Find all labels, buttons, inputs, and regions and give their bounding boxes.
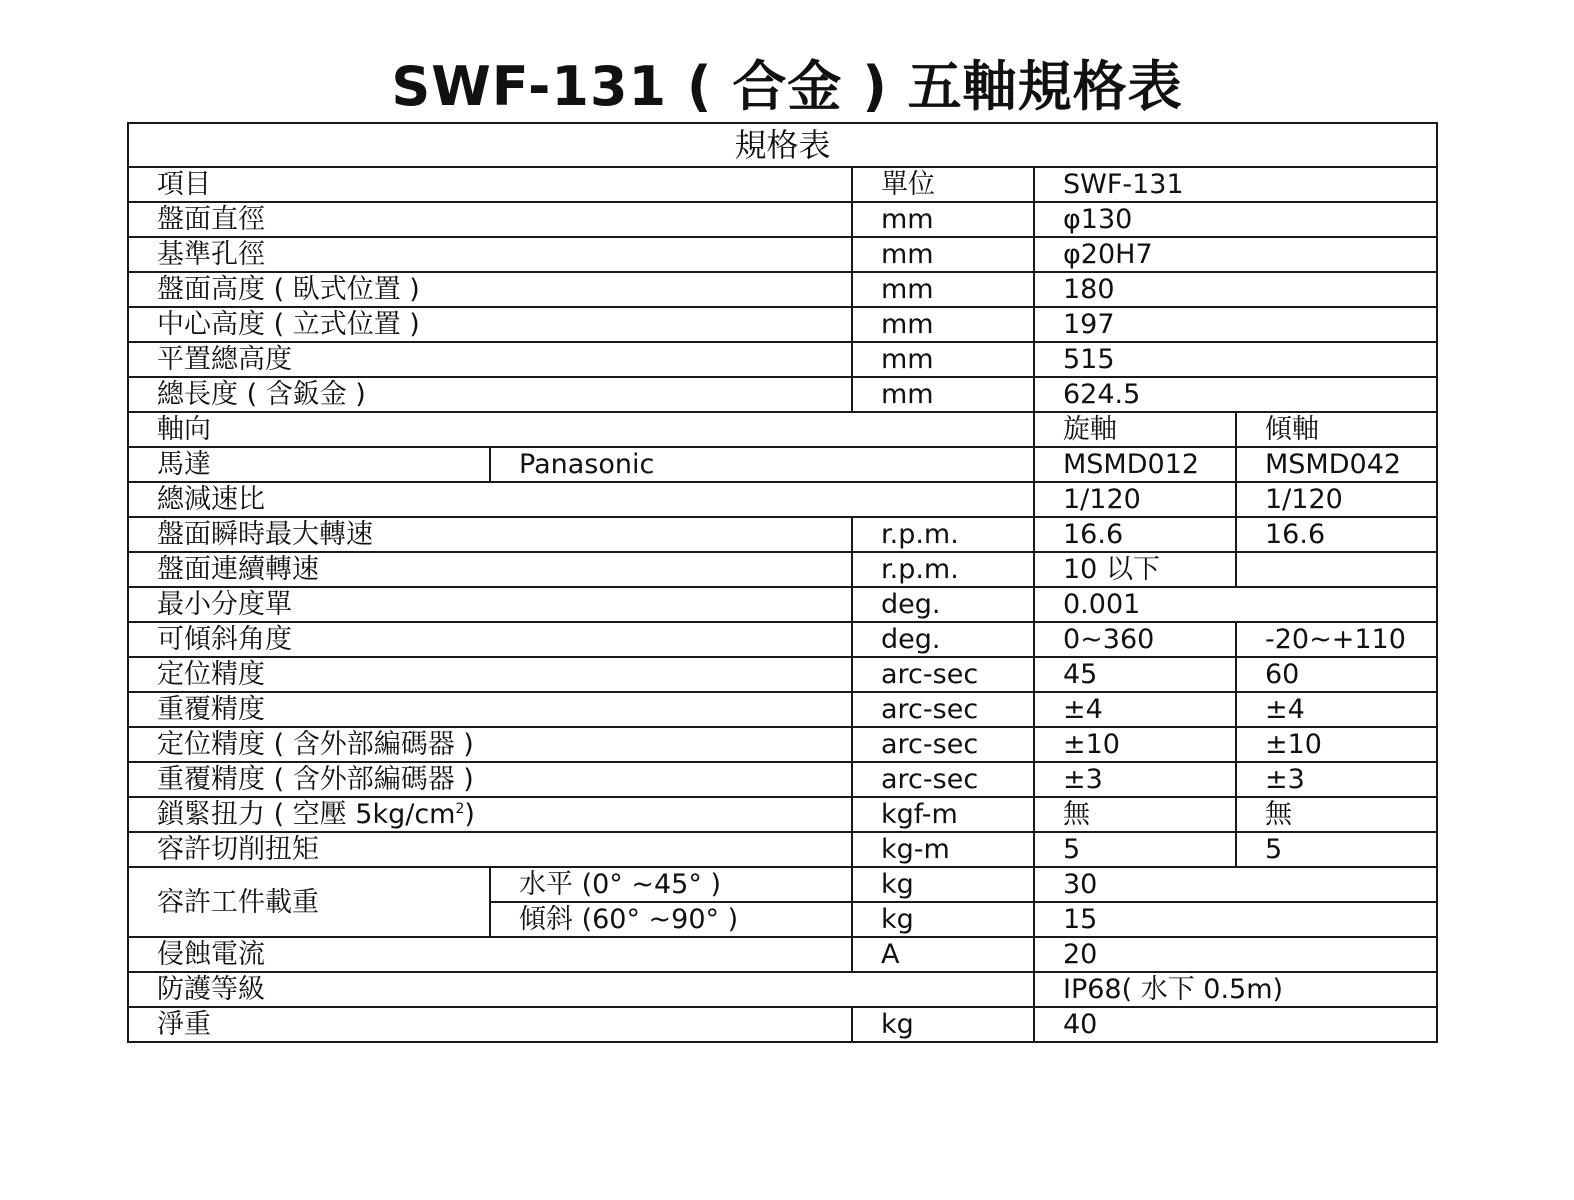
- weight-row: [128, 1007, 1437, 1042]
- row-unit: deg.: [852, 587, 1034, 622]
- table-row: [128, 202, 1437, 237]
- row-unit: mm: [852, 237, 1034, 272]
- row-unit: kgf-m: [852, 797, 1034, 832]
- cont-speed-row: [128, 552, 1437, 587]
- row-value: 180: [1034, 272, 1437, 307]
- row-item: 淨重: [128, 1007, 852, 1042]
- row-item: 重覆精度: [128, 692, 852, 727]
- row-value: φ130: [1034, 202, 1437, 237]
- load-row-horizontal: [128, 867, 1437, 902]
- cont-speed-tilt: [1236, 552, 1437, 587]
- row-tilt: ±4: [1236, 692, 1437, 727]
- table-row: [128, 727, 1437, 762]
- row-value: 197: [1034, 307, 1437, 342]
- row-item: 容許工件載重: [128, 867, 490, 937]
- row-rotary: ±3: [1034, 762, 1236, 797]
- row-unit: arc-sec: [852, 657, 1034, 692]
- row-item: 平置總高度: [128, 342, 852, 377]
- motor-row: [128, 447, 1437, 482]
- clamp-item-text: 鎖緊扭力 ( 空壓 5kg/cm: [157, 799, 456, 830]
- clamp-row: [128, 797, 1437, 832]
- load-inclined-value: 15: [1034, 902, 1437, 937]
- motor-tilt: MSMD042: [1236, 447, 1437, 482]
- table-header-row: [128, 167, 1437, 202]
- row-unit: mm: [852, 202, 1034, 237]
- row-item: 馬達: [128, 447, 490, 482]
- row-item: 中心高度 ( 立式位置 ): [128, 307, 852, 342]
- row-unit: kg: [852, 1007, 1034, 1042]
- clamp-item-end: ): [464, 799, 475, 830]
- table-row: [128, 657, 1437, 692]
- axis-tilt: 傾軸: [1236, 412, 1437, 447]
- header-item: 項目: [128, 167, 852, 202]
- row-item: 軸向: [128, 412, 1034, 447]
- row-item: 可傾斜角度: [128, 622, 852, 657]
- row-unit: kg: [852, 902, 1034, 937]
- table-row: [128, 692, 1437, 727]
- min-index-row: [128, 587, 1437, 622]
- row-item: 基準孔徑: [128, 237, 852, 272]
- reduction-tilt: 1/120: [1236, 482, 1437, 517]
- reduction-row: [128, 482, 1437, 517]
- tilt-angle-rotary: 0~360: [1034, 622, 1236, 657]
- load-horizontal-label: 水平 (0° ~45° ): [490, 867, 852, 902]
- row-unit: mm: [852, 272, 1034, 307]
- row-unit: r.p.m.: [852, 517, 1034, 552]
- row-unit: kg: [852, 867, 1034, 902]
- spec-table: [127, 122, 1438, 1043]
- erosion-row: [128, 937, 1437, 972]
- motor-rotary: MSMD012: [1034, 447, 1236, 482]
- row-value: 40: [1034, 1007, 1437, 1042]
- row-tilt: ±10: [1236, 727, 1437, 762]
- motor-brand: Panasonic: [490, 447, 1034, 482]
- row-item: 盤面直徑: [128, 202, 852, 237]
- row-rotary: 45: [1034, 657, 1236, 692]
- row-unit: deg.: [852, 622, 1034, 657]
- row-unit: kg-m: [852, 832, 1034, 867]
- row-unit: arc-sec: [852, 762, 1034, 797]
- load-inclined-label: 傾斜 (60° ~90° ): [490, 902, 852, 937]
- row-unit: mm: [852, 342, 1034, 377]
- cut-torque-rotary: 5: [1034, 832, 1236, 867]
- table-row: [128, 272, 1437, 307]
- row-rotary: ±10: [1034, 727, 1236, 762]
- max-speed-tilt: 16.6: [1236, 517, 1437, 552]
- header-model: SWF-131: [1034, 167, 1437, 202]
- axis-row: [128, 412, 1437, 447]
- row-unit: arc-sec: [852, 727, 1034, 762]
- load-horizontal-value: 30: [1034, 867, 1437, 902]
- row-item: 定位精度 ( 含外部編碼器 ): [128, 727, 852, 762]
- row-unit: r.p.m.: [852, 552, 1034, 587]
- table-row: [128, 342, 1437, 377]
- row-unit: mm: [852, 377, 1034, 412]
- clamp-tilt: 無: [1236, 797, 1437, 832]
- row-unit: mm: [852, 307, 1034, 342]
- table-caption: 規格表: [128, 123, 1437, 167]
- row-item: 盤面瞬時最大轉速: [128, 517, 852, 552]
- clamp-superscript: 2: [455, 801, 465, 817]
- axis-rotary: 旋軸: [1034, 412, 1236, 447]
- max-speed-rotary: 16.6: [1034, 517, 1236, 552]
- row-unit: A: [852, 937, 1034, 972]
- clamp-rotary: 無: [1034, 797, 1236, 832]
- row-value: 20: [1034, 937, 1437, 972]
- table-caption-row: [128, 123, 1437, 167]
- row-item: 總減速比: [128, 482, 1034, 517]
- row-item: 定位精度: [128, 657, 852, 692]
- max-speed-row: [128, 517, 1437, 552]
- reduction-rotary: 1/120: [1034, 482, 1236, 517]
- cont-speed-rotary: 10 以下: [1034, 552, 1236, 587]
- table-row: [128, 307, 1437, 342]
- row-item: 重覆精度 ( 含外部編碼器 ): [128, 762, 852, 797]
- table-row: [128, 377, 1437, 412]
- row-item: 盤面連續轉速: [128, 552, 852, 587]
- row-tilt: 60: [1236, 657, 1437, 692]
- row-value: 624.5: [1034, 377, 1437, 412]
- table-row: [128, 237, 1437, 272]
- row-value: IP68( 水下 0.5m): [1034, 972, 1437, 1007]
- row-item: 容許切削扭矩: [128, 832, 852, 867]
- cut-torque-tilt: 5: [1236, 832, 1437, 867]
- row-item: 防護等級: [128, 972, 1034, 1007]
- page-title: SWF-131 ( 合金 ) 五軸規格表: [391, 55, 1183, 118]
- table-row: [128, 762, 1437, 797]
- row-value: 0.001: [1034, 587, 1437, 622]
- row-item: 侵蝕電流: [128, 937, 852, 972]
- row-item: [128, 797, 852, 832]
- tilt-angle-row: [128, 622, 1437, 657]
- row-tilt: ±3: [1236, 762, 1437, 797]
- cut-torque-row: [128, 832, 1437, 867]
- header-unit: 單位: [852, 167, 1034, 202]
- tilt-angle-tilt: -20~+110: [1236, 622, 1437, 657]
- row-value: 515: [1034, 342, 1437, 377]
- row-value: φ20H7: [1034, 237, 1437, 272]
- row-rotary: ±4: [1034, 692, 1236, 727]
- row-item: 盤面高度 ( 臥式位置 ): [128, 272, 852, 307]
- row-item: 最小分度單: [128, 587, 852, 622]
- row-item: 總長度 ( 含鈑金 ): [128, 377, 852, 412]
- protection-row: [128, 972, 1437, 1007]
- row-unit: arc-sec: [852, 692, 1034, 727]
